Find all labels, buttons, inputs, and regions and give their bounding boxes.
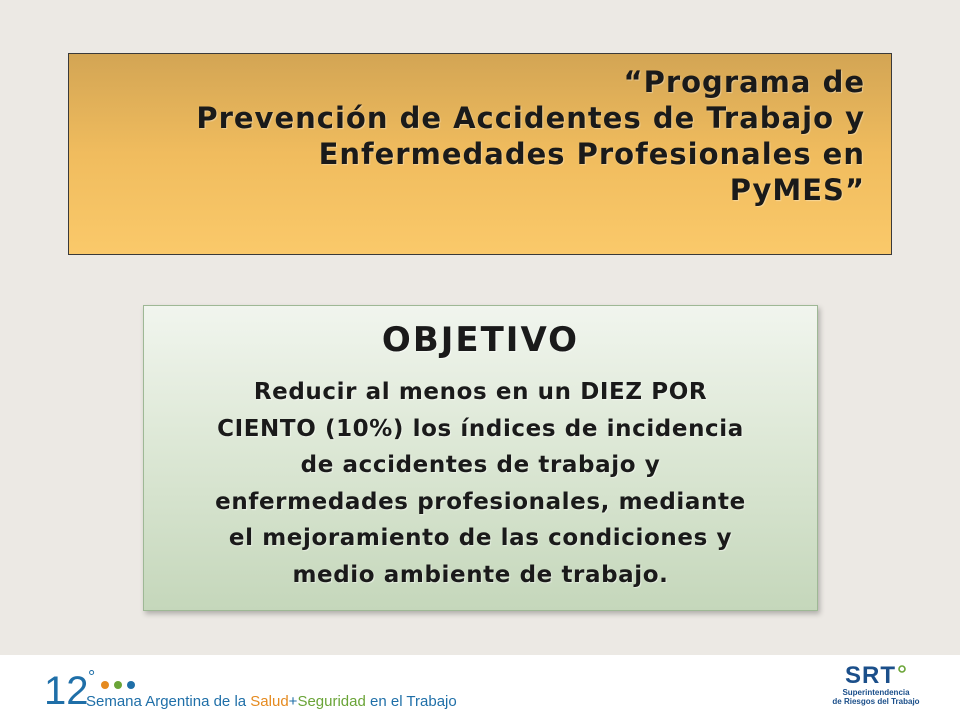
srt-logo-word: SRT (845, 662, 896, 689)
objective-text (158, 374, 803, 593)
tagline-salud: Salud (250, 693, 289, 710)
objective-heading: OBJETIVO (381, 320, 580, 360)
tagline-part-1: Semana Argentina de la (86, 693, 251, 710)
tagline-seguridad: Seguridad (297, 693, 366, 710)
srt-logo (826, 664, 926, 714)
title-line-3: Enfermedades Profesionales en (318, 137, 865, 171)
objective-line-4: enfermedades profesionales, mediante (215, 488, 746, 515)
srt-logo-line-2: de Riesgos del Trabajo (832, 697, 920, 706)
title-line-1: “Programa de (623, 65, 865, 99)
objective-line-5: el mejoramiento de las condiciones y (228, 525, 733, 551)
srt-logo-line-1: Superintendencia (842, 688, 910, 697)
event-number: 12 (44, 669, 89, 713)
objective-line-6: medio ambiente de trabajo. (292, 561, 669, 588)
dot-blue-icon (127, 681, 135, 689)
tagline-part-5: en el Trabajo (365, 693, 457, 710)
objective-line-3: de accidentes de trabajo y (300, 452, 661, 478)
event-number-degree: ° (88, 667, 96, 687)
event-logo-dots (101, 674, 140, 684)
title-line-2: Prevención de Accidentes de Trabajo y (196, 101, 865, 135)
objective-line-2: CIENTO (10%) los índices de incidencia (217, 415, 744, 442)
title-line-4: PyMES” (729, 173, 865, 207)
srt-sun-icon (897, 664, 907, 674)
dot-orange-icon (101, 681, 109, 689)
tagline-plus: + (288, 693, 298, 710)
event-tagline (86, 693, 457, 711)
objective-line-1: Reducir al menos en un DIEZ POR (253, 379, 708, 405)
dot-green-icon (114, 681, 122, 689)
objective-box (143, 305, 818, 611)
slide-title-box (68, 53, 892, 255)
